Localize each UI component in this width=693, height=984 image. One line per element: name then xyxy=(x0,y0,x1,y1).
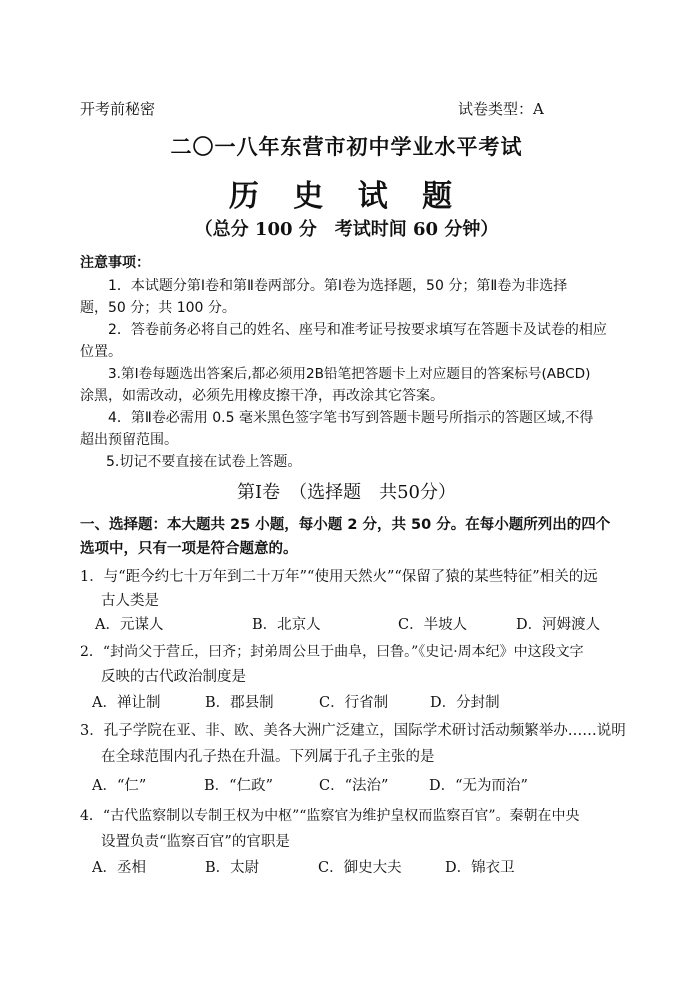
subject-title: 历 史 试 题 xyxy=(228,179,465,214)
question-3-line1: 3．孔子学院在亚、非、欧、美各大洲广泛建立，国际学术研讨活动频繁举办……说明 xyxy=(80,723,626,739)
section-heading: 第Ⅰ卷 （选择题 共50分） xyxy=(236,482,456,503)
notice-line: 2．答卷前务必将自己的姓名、座号和准考证号按要求填写在答题卡及试卷的相应 xyxy=(108,322,607,338)
notice-line: 4．第Ⅱ卷必需用 0.5 毫米黑色签字笔书写到答题卡题号所指示的答题区域,不得 xyxy=(108,410,594,426)
notice-line: 3.第Ⅰ卷每题选出答案后,都必须用2B铅笔把答题卡上对应题目的答案标号(ABCD) xyxy=(108,366,591,382)
question-1-option-d: D．河姆渡人 xyxy=(516,617,601,633)
question-4-line1: 4．“古代监察制以专制王权为中枢”“监察官为维护皇权而监察百官”。秦朝在中央 xyxy=(80,808,580,824)
question-1-line2: 古人类是 xyxy=(101,593,159,609)
paper-type-label: 试卷类型：A xyxy=(458,100,544,118)
question-3-option-c: C．“法治” xyxy=(319,778,389,794)
question-1-option-a: A．元谋人 xyxy=(95,617,164,633)
question-2-line2: 反映的古代政治制度是 xyxy=(101,669,246,685)
question-4-option-b: B．太尉 xyxy=(205,860,260,876)
notice-line: 5.切记不要直接在试卷上答题。 xyxy=(106,454,302,470)
notice-line: 超出预留范围。 xyxy=(80,432,178,448)
question-2-option-b: B．郡县制 xyxy=(205,695,274,711)
section-instructions: 一、选择题：本大题共 25 小题，每小题 2 分，共 50 分。在每小题所列出的四个选项中，只有一项是符合题意的。 xyxy=(80,517,611,557)
question-1-option-c: C．半坡人 xyxy=(398,617,468,633)
question-3-option-b: B．“仁政” xyxy=(204,778,273,794)
question-3-option-d: D．“无为而治” xyxy=(429,778,528,794)
notice-line: 1．本试题分第Ⅰ卷和第Ⅱ卷两部分。第Ⅰ卷为选择题，50 分；第Ⅱ卷为非选择 xyxy=(108,278,568,294)
question-3-option-a: A．“仁” xyxy=(92,778,147,794)
notice-line: 位置。 xyxy=(80,344,122,360)
question-4-line2: 设置负责“监察百官”的官职是 xyxy=(101,834,290,850)
question-4-option-c: C．御史大夫 xyxy=(318,860,402,876)
notice-line: 涂黑，如需改动，必须先用橡皮擦干净，再改涂其它答案。 xyxy=(80,388,444,404)
exam-title: 二〇一八年东营市初中学业水平考试 xyxy=(170,134,523,159)
notice-title: 注意事项： xyxy=(80,255,150,271)
question-2-option-c: C．行省制 xyxy=(319,695,389,711)
score-time-line: （总分 100 分 考试时间 60 分钟） xyxy=(194,219,499,240)
notice-line: 题，50 分；共 100 分。 xyxy=(80,300,236,316)
question-4-option-a: A．丞相 xyxy=(92,860,146,876)
question-2-option-a: A．禅让制 xyxy=(92,695,161,711)
question-1-option-b: B．北京人 xyxy=(252,617,321,633)
confidential-label: 开考前秘密 xyxy=(80,100,156,118)
question-2-option-d: D．分封制 xyxy=(430,695,500,711)
question-4-option-d: D．锦衣卫 xyxy=(445,860,515,876)
question-2-line1: 2．“封尚父于营丘，曰齐；封弟周公旦于曲阜，曰鲁。”《史记·周本纪》中这段文字 xyxy=(80,644,584,660)
question-1-line1: 1．与“距今约七十万年到二十万年”“使用天然火”“保留了猿的某些特征”相关的远 xyxy=(80,569,598,585)
question-3-line2: 在全球范围内孔子热在升温。下列属于孔子主张的是 xyxy=(101,749,435,765)
